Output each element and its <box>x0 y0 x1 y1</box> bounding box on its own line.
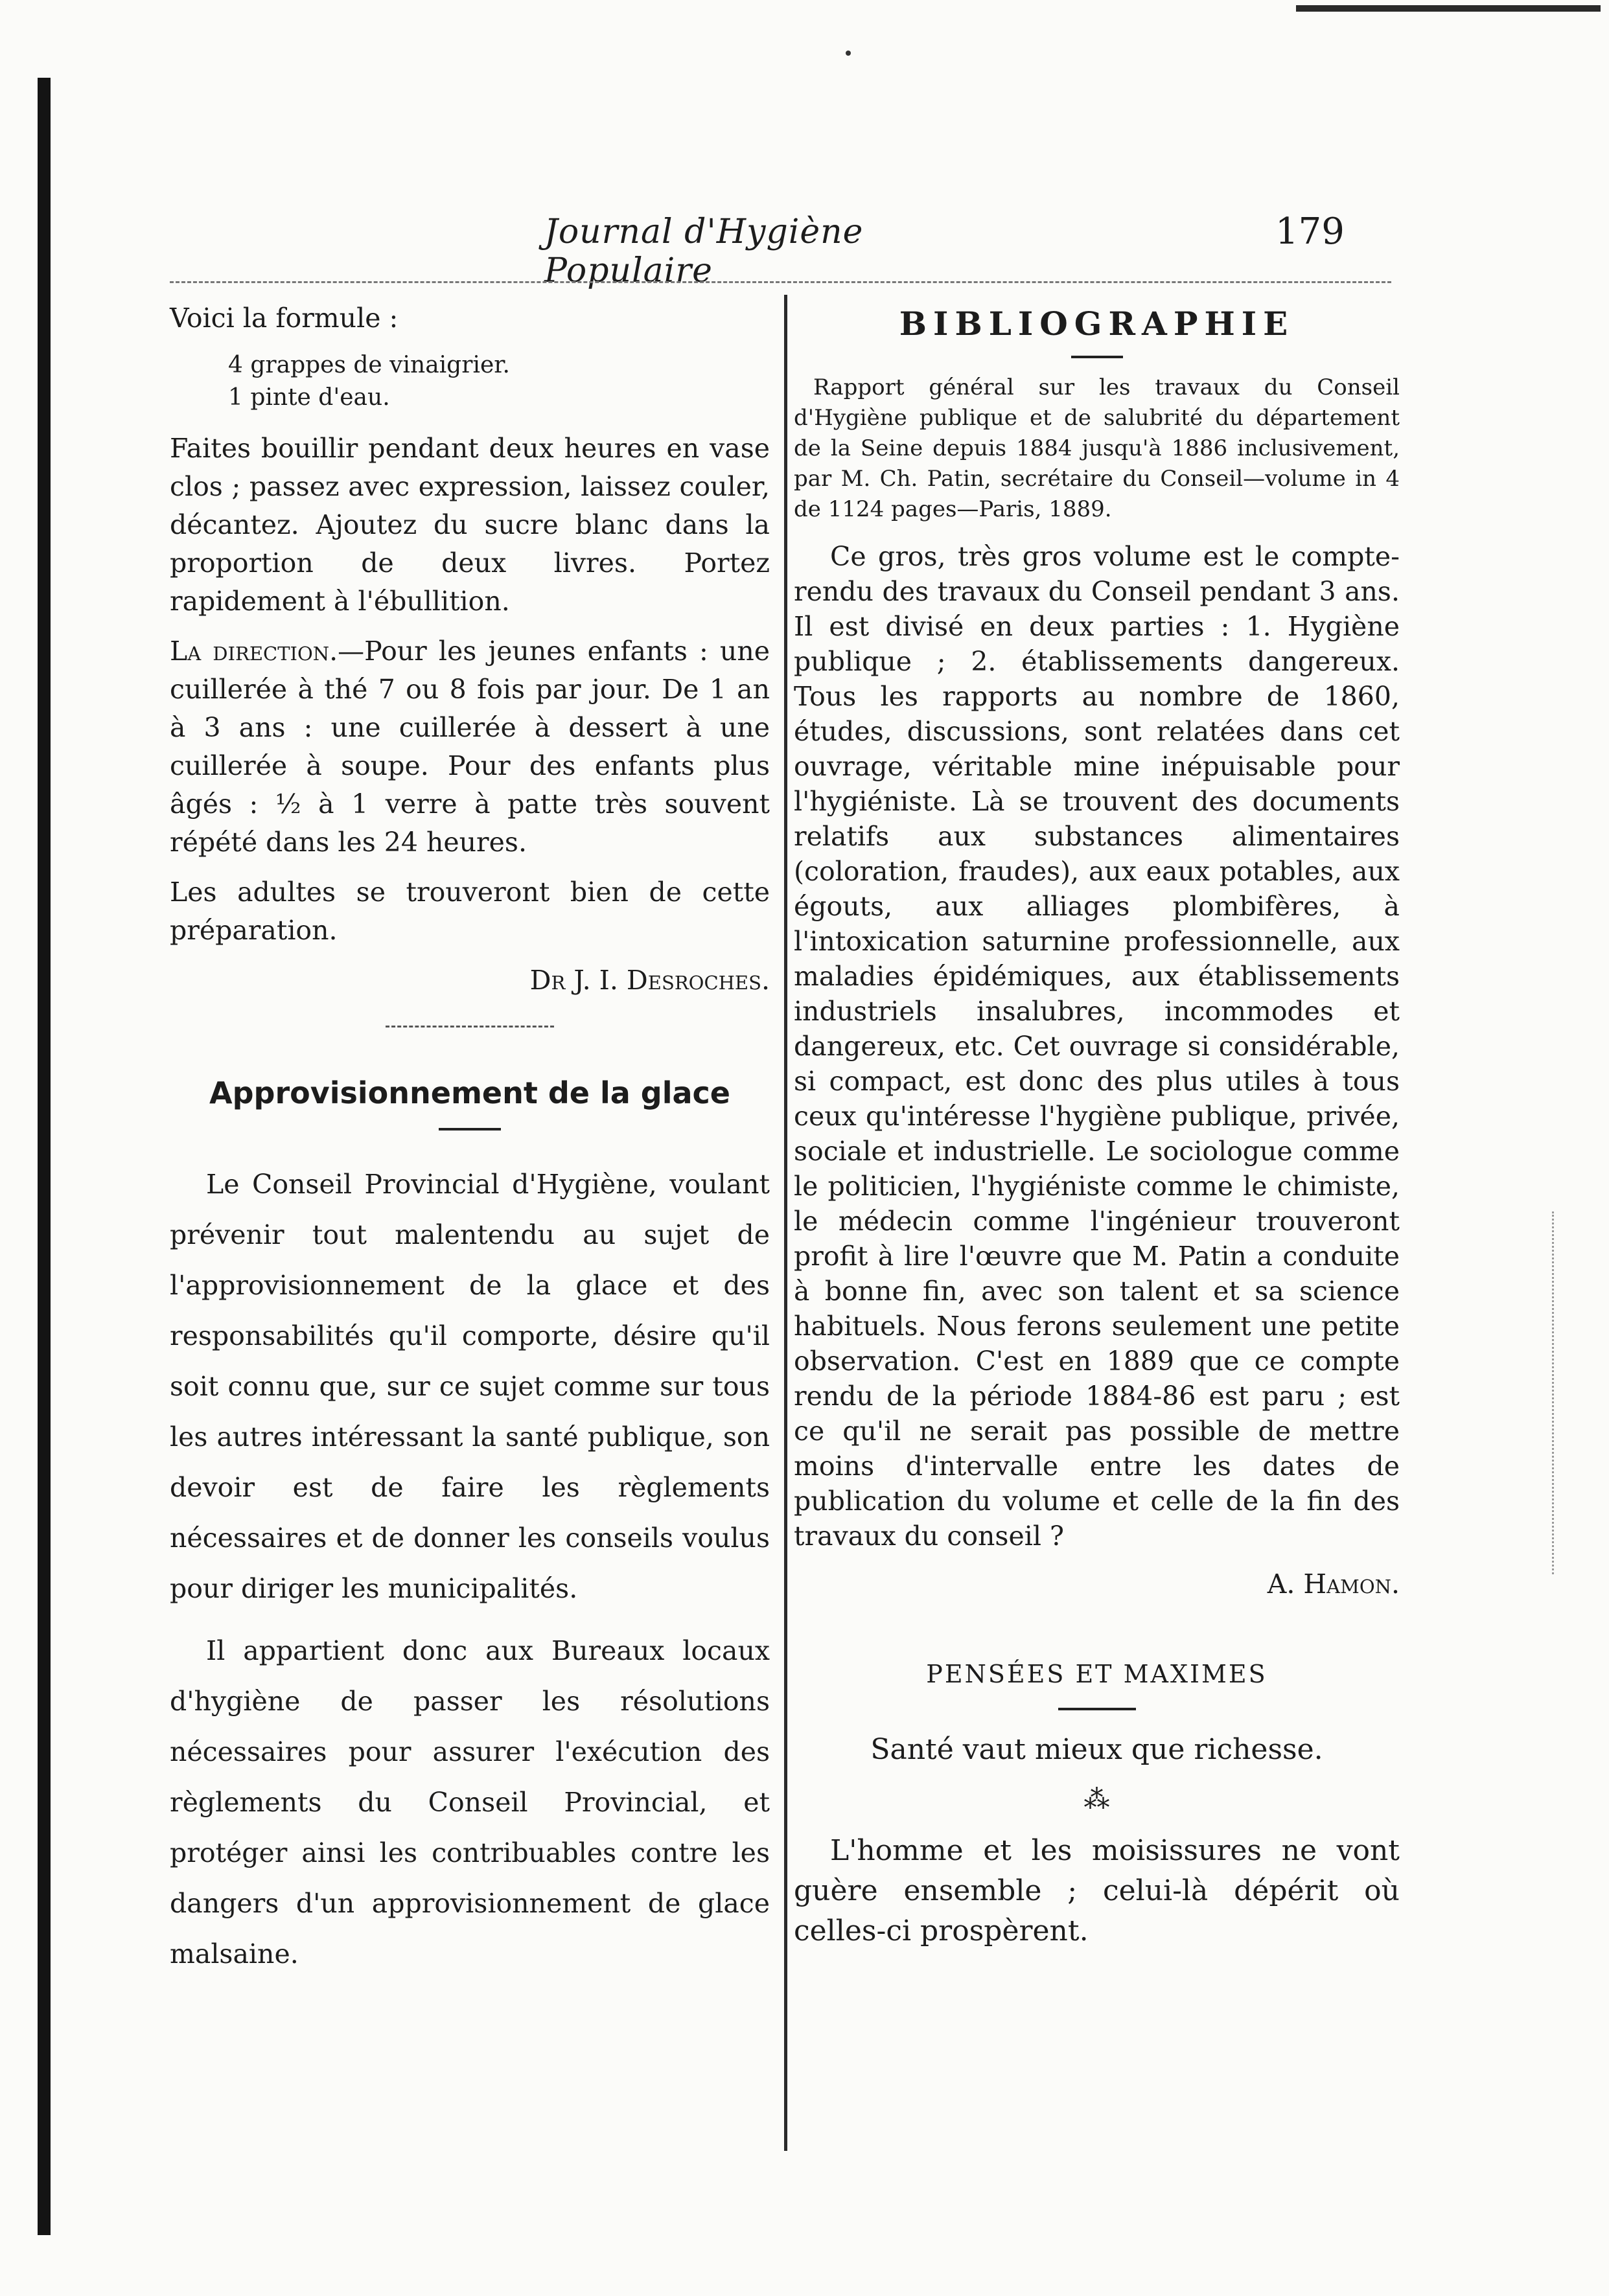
formula-intro: Voici la formule : <box>170 303 399 334</box>
page-number: 179 <box>1275 211 1345 253</box>
header-rule <box>170 281 1391 283</box>
formula-line: 4 grappes de vinaigrier. <box>228 352 510 378</box>
heading-rule <box>439 1128 501 1131</box>
scan-speck <box>846 51 851 56</box>
column-divider <box>784 295 787 2151</box>
author-signature: Dr J. I. Desroches. <box>529 965 770 996</box>
author-signature: A. Hamon. <box>1267 1568 1400 1600</box>
formula-line: 1 pinte d'eau. <box>228 384 390 411</box>
page-spine-shadow <box>38 78 51 2235</box>
paragraph: Les adultes se trouveront bien de cette préparation. <box>170 877 770 946</box>
maxim: L'homme et les moisissures ne vont guère ensemble ; celui-là dépérit où celles-ci prospèrent. <box>794 1834 1400 1947</box>
asterism: ⁂ <box>1083 1785 1110 1815</box>
direction-text: —Pour les jeunes enfants : une cuillerée à thé 7 ou 8 fois par jour. De 1 an à 3 ans : une cuillerée à dessert à une cuillerée à soupe. Pour des enfants plus âgés : ½ à 1 verre à patte très souvent répété dans les 24 heures. <box>170 636 770 858</box>
heading-rule <box>1071 356 1123 358</box>
maxim: Santé vaut mieux que richesse. <box>870 1733 1323 1766</box>
direction-label: La direction. <box>170 636 338 667</box>
direction-paragraph <box>170 632 770 862</box>
section-heading: Approvisionnement de la glace <box>209 1075 730 1110</box>
paragraph: Il appartient donc aux Bureaux locaux d'hygiène de passer les résolutions nécessaires pour assurer l'exécution des règlements du Conseil Provincial, et protéger ainsi les contribuables contre les dangers d'un approvisionnement de glace malsaine. <box>170 1635 770 1969</box>
paragraph: Le Conseil Provincial d'Hygiène, voulant prévenir tout malentendu au sujet de l'approvisionnement de la glace et des responsabilités qu'il comporte, désire qu'il soit connu que, sur ce sujet comme sur tous les autres intéressant la santé publique, son devoir est de faire les règlements nécessaires et de donner les conseils voulus pour diriger les municipalités. <box>170 1169 770 1604</box>
scan-edge-mark <box>1296 5 1601 12</box>
bibliography-heading: BIBLIOGRAPHIE <box>899 304 1295 343</box>
review-paragraph: Ce gros, très gros volume est le compte-rendu des travaux du Conseil pendant 3 ans. Il est divisé en deux parties : 1. Hygiène publique ; 2. établissements dangereux. Tous les rapports au nombre de 1860, études, discussions, sont relatées dans cet ouvrage, véritable mine inépuisable pour l'hygiéniste. Là se trouvent des documents relatifs aux substances alimentaires (coloration, fraudes), aux eaux potables, aux égouts, aux alliages plombifères, à l'intoxication saturnine professionnelle, aux maladies épidémiques, aux établissements industriels insalubres, incommodes et dangereux, etc. Cet ouvrage si considérable, si compact, est donc des plus utiles à tous ceux qu'intéresse l'hygiène publique, privée, sociale et industrielle. Le sociologue comme le politicien, l'hygiéniste comme le chimiste, le médecin comme l'ingénieur trouveront profit à lire l'œuvre que M. Patin a conduite à bonne fin, avec son talent et sa science habituels. Nous ferons seulement une petite observation. C'est en 1889 que ce compte rendu de la période 1884-86 est paru ; est ce qu'il ne serait pas possible de mettre moins d'intervalle entre les dates de publication du volume et celle de la fin des travaux du conseil ? <box>794 541 1400 1552</box>
paragraph: Faites bouillir pendant deux heures en vase clos ; passez avec expression, laissez couler, décantez. Ajoutez du sucre blanc dans la proportion de deux livres. Portez rapidement à l'ébullition. <box>170 433 770 617</box>
bibliography-reference: Rapport général sur les travaux du Conseil d'Hygiène publique et de salubrité du département de la Seine depuis 1884 jusqu'à 1886 inclusivement, par M. Ch. Patin, secrétaire du Conseil—volume in 4 de 1124 pages—Paris, 1889. <box>794 374 1400 522</box>
journal-title: Journal d'Hygiène Populaire <box>544 212 864 290</box>
formula-list <box>228 349 770 414</box>
scan-margin-dots <box>1552 1211 1560 1574</box>
heading-rule <box>1058 1708 1136 1710</box>
pensees-heading: PENSÉES ET MAXIMES <box>926 1660 1268 1688</box>
left-column <box>170 299 770 1991</box>
section-divider <box>386 1026 554 1027</box>
right-column <box>794 299 1400 1963</box>
